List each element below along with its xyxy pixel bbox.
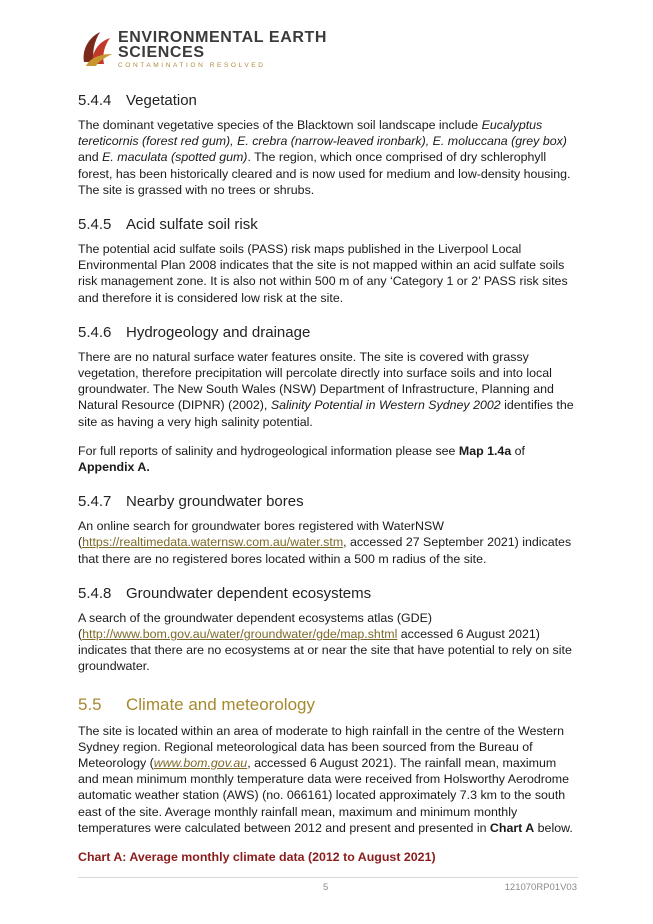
logo-wordmark	[118, 30, 327, 69]
text: , accessed 6 August 2021). The rainfall mean, maximum and mean minimum monthly temperature data were received from Holsworthy Aerodrome automatic weather station (AWS) (no. 066161) located approximately 7.3 km to the south east of the site. Average monthly rainfall mean, maximum and minimum monthly temperatures were calculated between 2012 and present and presented in	[78, 756, 570, 835]
text: of	[511, 443, 525, 458]
heading-number: 5.4.4	[78, 92, 112, 109]
heading-title: Climate and meteorology	[126, 694, 315, 714]
logo-line-1: ENVIRONMENTAL EARTH	[118, 29, 328, 46]
heading-5-4-4	[78, 92, 578, 109]
text: . The region, which once comprised of dry schlerophyll forest, has been historically cleared and is now used for medium and low-density housing. The site is grassed with no trees or shrubs.	[78, 150, 571, 197]
text: For full reports of salinity and hydrogeological information please see	[78, 443, 459, 458]
map-reference: Map 1.4a	[458, 443, 512, 458]
paragraph-climate	[78, 723, 578, 836]
text: The dominant vegetative species of the Blacktown soil landscape include	[78, 118, 482, 132]
logo-line-2: SCIENCES	[118, 44, 205, 61]
paragraph-acid-sulfate: The potential acid sulfate soils (PASS) risk maps published in the Liverpool Local Environmental Plan 2008 indicates that the site is not mapped within an acid sulfate soils risk management zone. It is also not within 500 m of any ‘Category 1 or 2’ PASS risk sites and therefore it is considered low risk at the site.	[78, 242, 568, 305]
waternsw-link[interactable]: https://realtimedata.waternsw.com.au/water.stm	[82, 535, 344, 550]
paragraph-vegetation	[78, 117, 578, 198]
heading-title: Hydrogeology and drainage	[126, 323, 311, 341]
heading-5-4-6	[78, 324, 578, 341]
document-reference: 121070RP01V03	[504, 882, 577, 893]
species-italic: Eucalyptus tereticornis (forest red gum), E. crebra (narrow-leaved ironbark), E. moluccana (grey box)	[78, 118, 567, 149]
heading-title: Nearby groundwater bores	[126, 493, 304, 511]
text: , accessed 27 September 2021) indicates that there are no registered bores located within a 500 m radius of the site.	[78, 535, 572, 566]
heading-5-4-8	[78, 585, 578, 602]
company-logo-icon	[80, 28, 114, 68]
report-title-italic: Salinity Potential in Western Sydney 2002	[270, 398, 501, 413]
text: A search of the groundwater dependent ecosystems atlas (GDE) (	[78, 610, 433, 642]
heading-number: 5.4.7	[78, 493, 112, 511]
paragraph-gde	[78, 610, 578, 675]
bom-link[interactable]: www.bom.gov.au	[153, 756, 248, 771]
paragraph-hydrogeology	[78, 349, 578, 430]
document-body	[78, 92, 578, 864]
heading-title: Groundwater dependent ecosystems	[126, 584, 372, 602]
text: There are no natural surface water features onsite. The site is covered with grassy vegetation, therefore precipitation will percolate directly into surface soils and into local groundwater. The New South Wales (NSW) Department of Infrastructure, Planning and Natural Resource (DIPNR) (2002),	[78, 349, 554, 413]
heading-number: 5.4.6	[78, 323, 112, 341]
species-italic: E. maculata (spotted gum)	[102, 150, 248, 165]
paragraph-groundwater-bores	[78, 518, 578, 567]
logo-tagline: CONTAMINATION RESOLVED	[118, 62, 266, 69]
text: identifies the site as having a very high salinity potential.	[78, 398, 574, 429]
heading-title: Acid sulfate soil risk	[126, 216, 258, 234]
heading-5-5	[78, 695, 578, 715]
heading-number: 5.4.8	[78, 584, 112, 602]
page-number: 5	[323, 882, 329, 893]
footer-divider	[78, 877, 578, 878]
heading-number: 5.4.5	[78, 216, 112, 234]
text: An online search for groundwater bores registered with WaterNSW (	[78, 519, 444, 550]
text: and	[78, 150, 103, 165]
heading-title: Vegetation	[126, 92, 197, 109]
bom-gde-link[interactable]: http://www.bom.gov.au/water/groundwater/gde/map.shtml	[82, 627, 398, 642]
heading-5-4-5	[78, 216, 578, 233]
appendix-reference: Appendix A.	[78, 460, 150, 475]
chart-reference: Chart A	[489, 820, 535, 835]
text: below.	[534, 820, 573, 835]
text: accessed 6 August 2021) indicates that there are no ecosystems at or near the site that have potential to rely on site groundwater.	[78, 627, 572, 674]
text: The site is located within an area of moderate to high rainfall in the centre of the Western Sydney region. Regional meteorological data has been sourced from the Bureau of Meteorology (	[78, 723, 565, 771]
heading-5-4-7	[78, 493, 578, 510]
heading-number: 5.5	[78, 694, 102, 714]
paragraph-hydrogeology-reference	[78, 443, 578, 475]
chart-caption: Chart A: Average monthly climate data (2012 to August 2021)	[78, 850, 436, 865]
